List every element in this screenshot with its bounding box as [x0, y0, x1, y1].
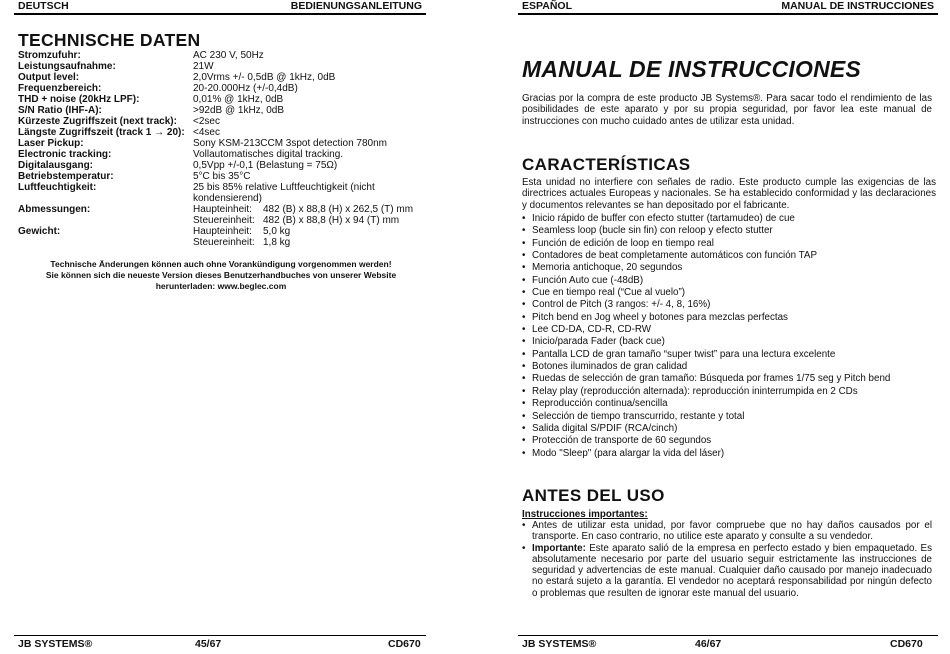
spec-row	[18, 94, 438, 105]
sub-key: Steuereinheit:	[193, 215, 255, 226]
feature-item: • Contadores de beat completamente automáticos con función TAP	[522, 250, 938, 262]
notice-line: Technische Änderungen können auch ohne Vorankündigung vorgenommen werden!	[50, 259, 392, 269]
spec-row	[18, 171, 438, 182]
right-page	[518, 0, 938, 654]
footer-model: CD670	[890, 638, 923, 650]
section-title-before-use: ANTES DEL USO	[522, 486, 665, 505]
spec-row	[18, 72, 438, 83]
feature-item: • Modo "Sleep" (para alargar la vida del láser)	[522, 448, 938, 460]
spec-value: Sony KSM-213CCM 3spot detection 780nm	[193, 138, 387, 149]
notice-line: herunterladen: www.beglec.com	[155, 281, 287, 291]
instructions-list	[522, 520, 932, 599]
feature-item: • Protección de transporte de 60 segundos	[522, 435, 938, 447]
spec-row	[18, 83, 438, 94]
page-header	[18, 0, 422, 13]
spec-value: <2sec	[193, 116, 220, 127]
spec-label: Output level:	[18, 72, 80, 83]
spec-row-dimensions	[18, 204, 438, 226]
feature-item: • Pitch bend en Jog wheel y botones para mezclas perfectas	[522, 312, 938, 324]
spec-value: 25 bis 85% relative Luftfeuchtigkeit (nicht kondensierend)	[193, 182, 375, 204]
manual-title: MANUAL DE INSTRUCCIONES	[522, 56, 861, 82]
spec-row-weight	[18, 226, 438, 248]
spec-value: 0,5Vpp +/-0,1 (Belastung = 75Ω)	[193, 160, 338, 171]
spec-label: Leistungsaufnahme:	[18, 61, 116, 72]
footer-rule	[14, 635, 426, 636]
feature-item: • Seamless loop (bucle sin fin) con reloop y efecto stutter	[522, 225, 938, 237]
spec-label: Längste Zugriffszeit (track 1 → 20):	[18, 127, 185, 138]
feature-item: • Cue en tiempo real (“Cue al vuelo”)	[522, 287, 938, 299]
spec-row	[18, 149, 438, 160]
spec-row	[18, 127, 438, 138]
spec-value: 20-20.000Hz (+/-0,4dB)	[193, 83, 298, 94]
header-rule	[14, 13, 426, 15]
spec-label: Laser Pickup:	[18, 138, 84, 149]
feature-item: • Inicio rápido de buffer con efecto stutter (tartamudeo) de cue	[522, 213, 938, 225]
intro-paragraph: Gracias por la compra de este producto JB Systems®. Para sacar todo el rendimiento de las posibilidades de este aparato y por su propia seguridad, por favor lea este manual de instrucciones con mucho cuidado antes de utilizar esta unidad.	[522, 93, 932, 127]
header-language: DEUTSCH	[18, 0, 69, 12]
section-title-specs: TECHNISCHE DATEN	[18, 30, 201, 50]
feature-item: • Lee CD-DA, CD-R, CD-RW	[522, 324, 938, 336]
spec-label: Frequenzbereich:	[18, 83, 102, 94]
header-title: BEDIENUNGSANLEITUNG	[290, 0, 422, 12]
feature-item: • Botones iluminados de gran calidad	[522, 361, 938, 373]
spec-row	[18, 116, 438, 127]
page-header	[522, 0, 934, 13]
feature-item: • Memoria antichoque, 20 segundos	[522, 262, 938, 274]
spec-value: Vollautomatisches digital tracking.	[193, 149, 344, 160]
spec-label: Betriebstemperatur:	[18, 171, 114, 182]
spec-label: Abmessungen:	[18, 204, 91, 215]
spec-label: Stromzufuhr:	[18, 50, 81, 61]
feature-item: • Inicio/parada Fader (back cue)	[522, 336, 938, 348]
footer-brand: JB SYSTEMS®	[18, 638, 93, 650]
footer-page-number: 46/67	[695, 638, 722, 650]
feature-item: • Reproducción continua/sencilla	[522, 398, 938, 410]
feature-item: • Ruedas de selección de gran tamaño: Búsqueda por frames 1/75 seg y Pitch bend	[522, 373, 938, 385]
spec-label: Gewicht:	[18, 226, 61, 237]
spec-value: >92dB @ 1kHz, 0dB	[193, 105, 285, 116]
footer-model: CD670	[388, 638, 421, 650]
feature-item: • Salida digital S/PDIF (RCA/cinch)	[522, 423, 938, 435]
footer-rule	[518, 635, 938, 636]
spec-value: 21W	[193, 61, 214, 72]
spec-label: Digitalausgang:	[18, 160, 94, 171]
sub-value: 5,0 kg	[263, 226, 291, 237]
change-notice	[18, 259, 424, 292]
feature-item: • Selección de tiempo transcurrido, restante y total	[522, 411, 938, 423]
spec-row	[18, 61, 438, 72]
header-title: MANUAL DE INSTRUCCIONES	[781, 0, 934, 12]
spec-value: 0,01% @ 1kHz, 0dB	[193, 94, 284, 105]
sub-value: 1,8 kg	[263, 237, 291, 248]
spec-row	[18, 105, 438, 116]
spec-label: Electronic tracking:	[18, 149, 112, 160]
spec-value: <4sec	[193, 127, 220, 138]
header-language: ESPAÑOL	[522, 0, 572, 12]
feature-item: • Relay play (reproducción alternada): reproducción ininterrumpida en 2 CDs	[522, 386, 938, 398]
left-page	[0, 0, 440, 654]
sub-key: Haupteinheit:	[193, 204, 252, 215]
notice-line: Sie können sich die neueste Version dieses Benutzerhandbuches von unserer Website	[45, 270, 397, 280]
feature-item: • Control de Pitch (3 rangos: +/- 4, 8, 16%)	[522, 299, 938, 311]
spec-table	[18, 50, 438, 248]
sub-key: Steuereinheit:	[193, 237, 255, 248]
spec-label: THD + noise (20kHz LPF):	[18, 94, 140, 105]
spec-label: S/N Ratio (IHF-A):	[18, 105, 102, 116]
instruction-item	[522, 520, 932, 543]
feature-item: • Función Auto cue (-48dB)	[522, 275, 938, 287]
spec-value: AC 230 V, 50Hz	[193, 50, 264, 61]
spec-row	[18, 50, 438, 61]
header-rule	[518, 13, 938, 15]
instruction-text: Este aparato salió de la empresa en perfecto estado y bien empaquetado. Es absolutamente necesario por parte del usuario seguir estrictamente las instrucciones de seguridad y advertencias de este manual. Cualquier daño causado por manejo inadecuado no estará sujeto a la garantía. El vendedor no aceptará responsabilidad por ningún defecto o problemas que resulten de ignorar este manual del usuario.	[532, 542, 932, 599]
spec-row	[18, 182, 438, 204]
instruction-bold: Importante:	[532, 542, 586, 554]
spec-label: Luftfeuchtigkeit:	[18, 182, 97, 193]
spec-row	[18, 138, 438, 149]
spec-value: 2,0Vrms +/- 0,5dB @ 1kHz, 0dB	[193, 72, 336, 83]
feature-item: • Función de edición de loop en tiempo real	[522, 238, 938, 250]
spec-value: 5°C bis 35°C	[193, 171, 251, 182]
spec-label: Kürzeste Zugriffszeit (next track):	[18, 116, 177, 127]
footer-brand: JB SYSTEMS®	[522, 638, 597, 650]
footer-page-number: 45/67	[195, 638, 222, 650]
sub-value: 482 (B) x 88,8 (H) x 262,5 (T) mm	[263, 204, 414, 215]
instruction-item	[522, 543, 932, 599]
sub-key: Haupteinheit:	[193, 226, 252, 237]
instruction-text: Antes de utilizar esta unidad, por favor compruebe que no hay daños causados por el transporte. En caso contrario, no utilice este aparato y consulte a su vendedor.	[532, 520, 932, 543]
section-title-features: CARACTERÍSTICAS	[522, 155, 691, 174]
features-list	[522, 213, 938, 460]
features-intro: Esta unidad no interfiere con señales de radio. Este producto cumple las exigencias de las directrices actuales Europeas y nacionales. Se ha establecido conformidad y las declaraciones y documentos relevantes se han depositado por el fabricante.	[522, 177, 936, 211]
feature-item: • Pantalla LCD de gran tamaño “super twist” para una lectura excelente	[522, 349, 938, 361]
spec-row	[18, 160, 438, 171]
instructions-heading: Instrucciones importantes:	[522, 509, 648, 520]
sub-value: 482 (B) x 88,8 (H) x 94 (T) mm	[263, 215, 400, 226]
